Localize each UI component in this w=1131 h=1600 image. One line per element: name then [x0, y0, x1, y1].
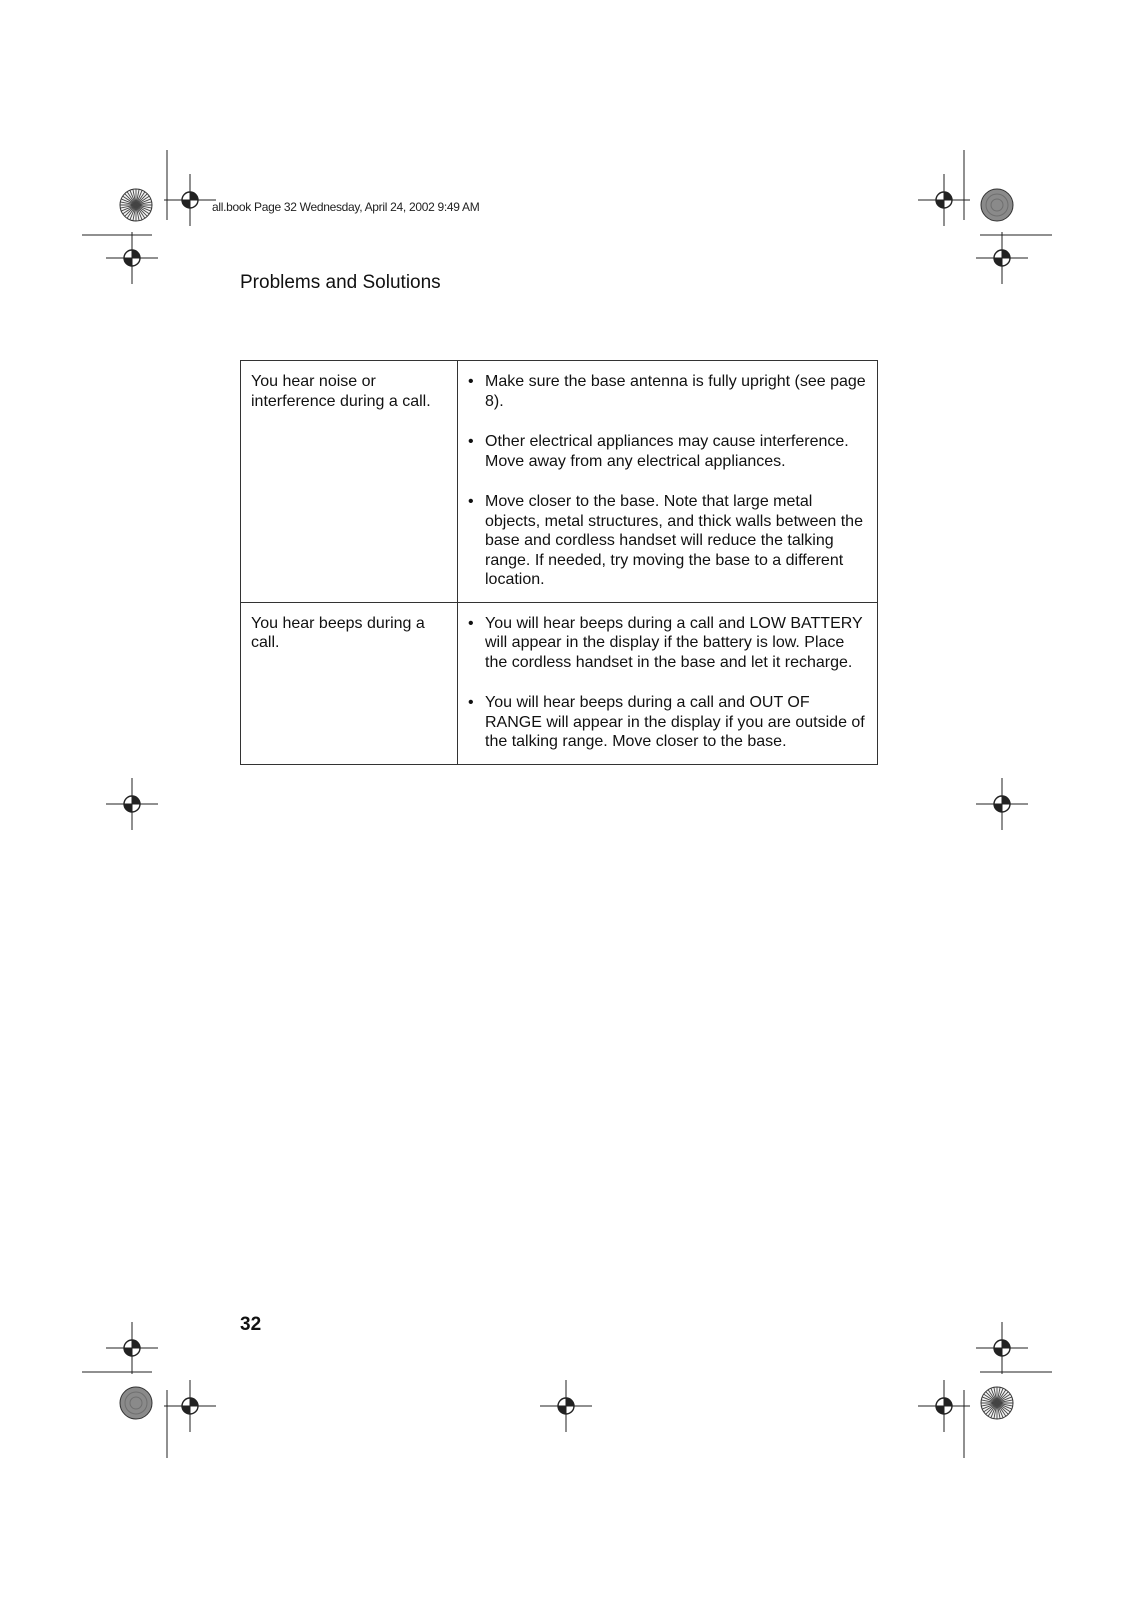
solution-text: Make sure the base antenna is fully upright (see page 8). [485, 373, 866, 410]
section-title: Problems and Solutions [240, 272, 441, 293]
page-number: 32 [240, 1314, 262, 1335]
table-row [241, 361, 878, 603]
solution-item [468, 372, 867, 411]
solution-item [468, 492, 867, 590]
solution-text: Other electrical appliances may cause interference. Move away from any electrical appliances. [485, 433, 849, 470]
solution-text: Move closer to the base. Note that large metal objects, metal structures, and thick walls between the base and cordless handset will reduce the talking range. If needed, try moving the base to a different location. [485, 493, 863, 588]
solution-item [468, 614, 867, 673]
problem-cell: You hear beeps during a call. [241, 602, 458, 764]
print-slug-line: all.book Page 32 Wednesday, April 24, 2002 9:49 AM [212, 200, 480, 214]
bullet-icon: • [468, 493, 474, 510]
solution-text: You will hear beeps during a call and OUT OF RANGE will appear in the display if you are outside of the talking range. Move closer to the base. [485, 694, 865, 750]
problem-cell: You hear noise or interference during a call. [241, 361, 458, 603]
solutions-cell [458, 602, 878, 764]
bullet-icon: • [468, 433, 474, 450]
solution-item [468, 693, 867, 752]
bullet-icon: • [468, 373, 474, 390]
table-row [241, 602, 878, 764]
bullet-icon: • [468, 614, 474, 632]
solution-item [468, 432, 867, 471]
bullet-icon: • [468, 694, 474, 711]
solution-text: You will hear beeps during a call and LOW BATTERY will appear in the display if the battery is low. Place the cordless handset in the base and let it recharge. [485, 614, 863, 671]
problems-solutions-table [240, 360, 878, 765]
solution-list [468, 614, 867, 752]
solutions-cell [458, 361, 878, 603]
solution-list [468, 372, 867, 590]
